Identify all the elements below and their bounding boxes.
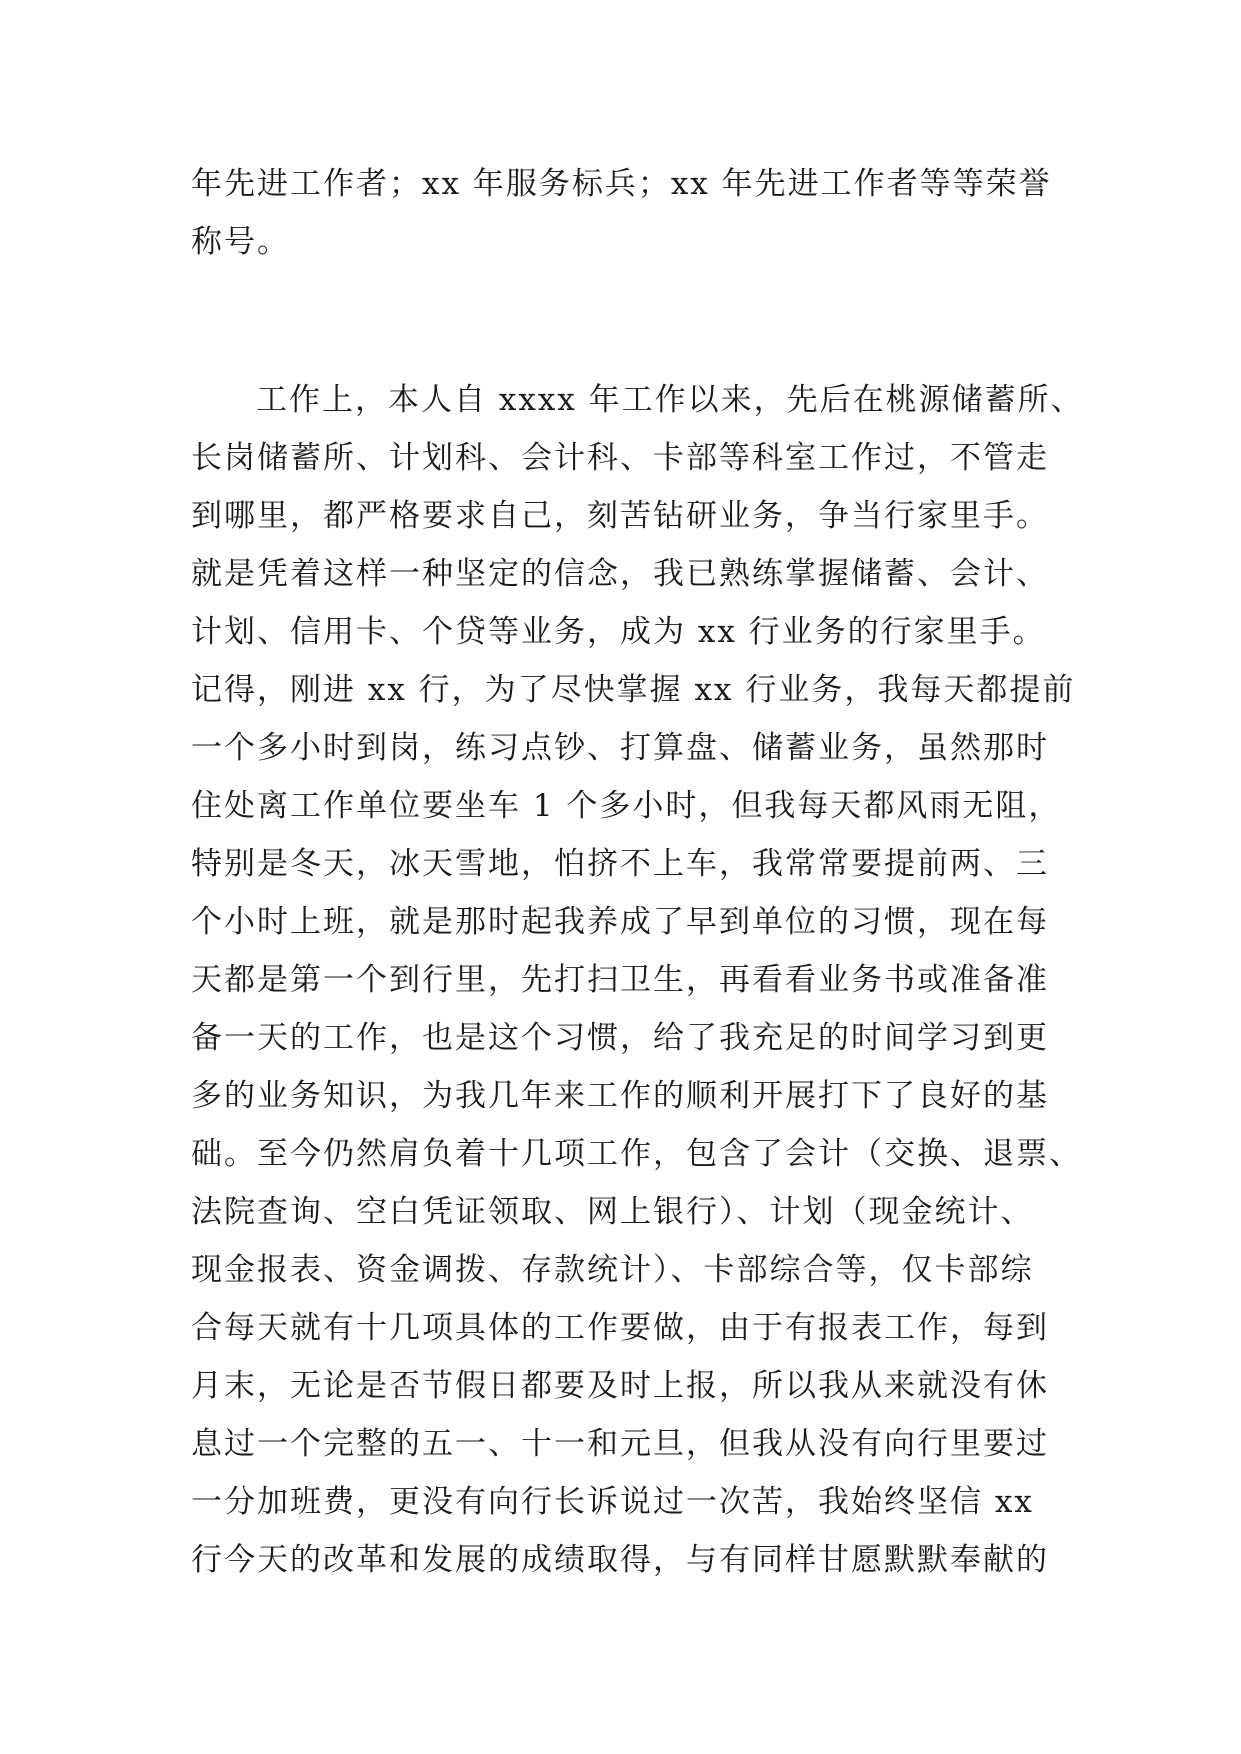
text-line: 称号。 [191,224,290,260]
text-line: 一分加班费，更没有向行长诉说过一次苦，我始终坚信 xx [191,1484,1034,1520]
text-line: 个小时上班，就是那时起我养成了早到单位的习惯，现在每 [191,904,1049,940]
text-line: 月末，无论是否节假日都要及时上报，所以我从来就没有休 [191,1368,1049,1404]
text-line: 合每天就有十几项具体的工作要做，由于有报表工作，每到 [191,1310,1049,1346]
text-line: 住处离工作单位要坐车 1 个多小时，但我每天都风雨无阻， [191,788,1062,824]
document-body [191,155,1084,1589]
text-line: 多的业务知识，为我几年来工作的顺利开展打下了良好的基 [191,1078,1049,1114]
text-line: 现金报表、资金调拨、存款统计）、卡部综合等，仅卡部综 [191,1252,1034,1288]
text-line: 计划、信用卡、个贷等业务，成为 xx 行业务的行家里手。 [191,614,1046,650]
text-line: 记得，刚进 xx 行，为了尽快掌握 xx 行业务，我每天都提前 [191,672,1076,708]
text-line: 息过一个完整的五一、十一和元旦，但我从没有向行里要过 [191,1426,1049,1462]
paragraph-gap [191,271,1071,371]
text-line: 就是凭着这样一种坚定的信念，我已熟练掌握储蓄、会计、 [191,556,1049,592]
text-line: 础。至今仍然肩负着十几项工作，包含了会计（交换、退票、 [191,1136,1082,1172]
text-line: 年先进工作者；xx 年服务标兵；xx 年先进工作者等等荣誉 [191,166,1052,202]
text-line: 长岗储蓄所、计划科、会计科、卡部等科室工作过，不管走 [191,440,1049,476]
text-line: 工作上，本人自 xxxx 年工作以来，先后在桃源储蓄所、 [256,382,1084,418]
text-line: 法院查询、空白凭证领取、网上银行）、计划（现金统计、 [191,1194,1034,1230]
text-line: 行今天的改革和发展的成绩取得，与有同样甘愿默默奉献的 [191,1542,1049,1578]
text-line: 特别是冬天，冰天雪地，怕挤不上车，我常常要提前两、三 [191,846,1049,882]
text-line: 到哪里，都严格要求自己，刻苦钻研业务，争当行家里手。 [191,498,1049,534]
text-line: 备一天的工作，也是这个习惯，给了我充足的时间学习到更 [191,1020,1049,1056]
text-line: 一个多小时到岗，练习点钞、打算盘、储蓄业务，虽然那时 [191,730,1049,766]
text-line: 天都是第一个到行里，先打扫卫生，再看看业务书或准备准 [191,962,1049,998]
